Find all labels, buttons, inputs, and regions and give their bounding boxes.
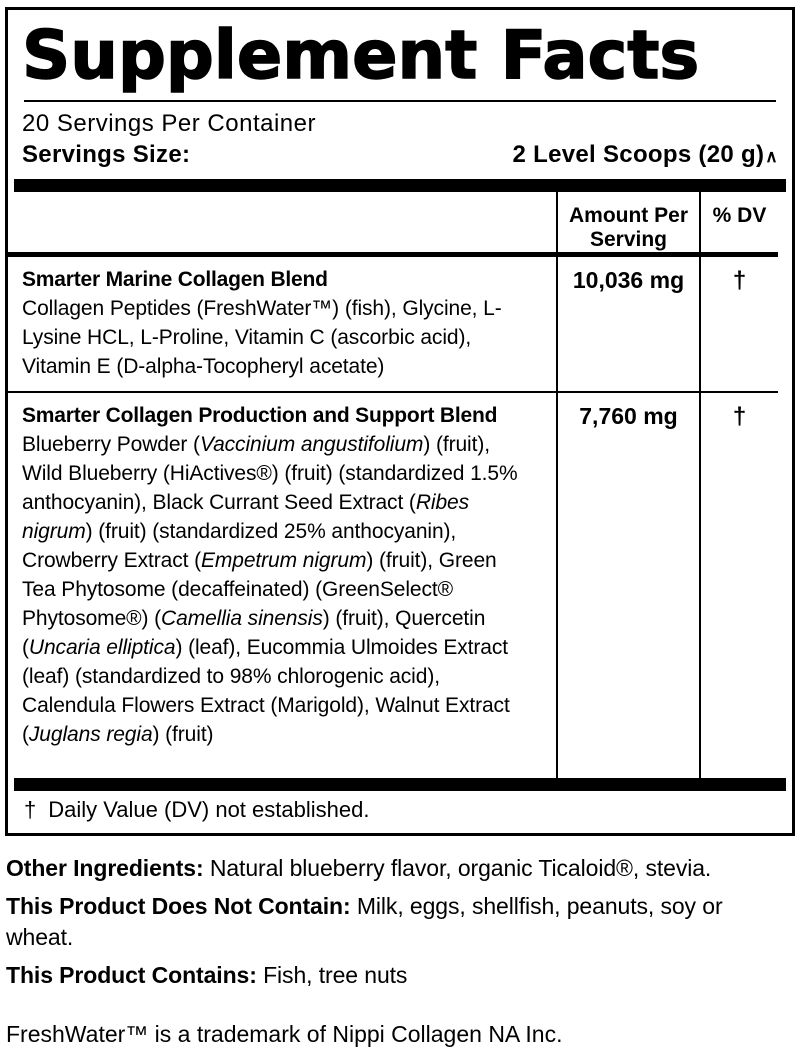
header-spacer-cell (8, 192, 556, 257)
trademark-note: FreshWater™ is a trademark of Nippi Collagen NA Inc. (6, 1021, 563, 1048)
serving-size-label: Servings Size: (22, 141, 191, 169)
table-row-support-blend-amount: 7,760 mg (556, 393, 699, 778)
table-row-marine-collagen-amount: 10,036 mg (556, 257, 699, 393)
ingredient-blend-name: Smarter Collagen Production and Support Blend (22, 404, 498, 428)
table-row-support-blend-name-cell (8, 393, 556, 778)
table-row-marine-collagen-name-cell (8, 257, 556, 393)
panel-title: Supplement Facts (22, 16, 700, 94)
does-not-contain-note: This Product Does Not Contain: Milk, eggs, shellfish, peanuts, soy or wheat. (6, 893, 723, 951)
dv-footnote: † Daily Value (DV) not established. (24, 797, 370, 823)
supplement-facts-panel (5, 7, 795, 836)
supplement-label-page (0, 7, 800, 1048)
table-row-marine-collagen-dv: † (699, 257, 778, 393)
other-ingredients-note: Other Ingredients: Natural blueberry flavor, organic Ticaloid®, stevia. (6, 855, 712, 882)
servings-per-container: 20 Servings Per Container (22, 110, 316, 138)
ingredient-blend-name: Smarter Marine Collagen Blend (22, 268, 328, 292)
facts-table (8, 192, 792, 778)
serving-size-row (22, 140, 778, 171)
ingredient-blend-description: Blueberry Powder (Vaccinium angustifolium) (fruit), Wild Blueberry (HiActives®) (fruit) (standardized 1.5% anthocyanin), Black Currant Seed Extract (Ribes nigrum) (fruit) (standardized 25% anthocyanin), Crowberry Extract (Empetrum nigrum) (fruit), Green Tea Phytosome (decaffeinated) (GreenSelect® Phytosome®) (Camellia sinensis) (fruit), Quercetin (Uncaria elliptica) (leaf), Eucommia Ulmoides Extract (leaf) (standardized to 98% chlorogenic acid), Calendula Flowers Extract (Marigold), Walnut Extract (Juglans regia) (fruit) (22, 433, 518, 747)
header-amount-per-serving: Amount Per Serving (556, 192, 699, 257)
header-percent-dv: % DV (699, 192, 778, 257)
separator-bar-bottom (14, 778, 786, 791)
title-rule (24, 100, 776, 102)
serving-size-value: 2 Level Scoops (20 g)∧ (512, 141, 778, 169)
contains-note: This Product Contains: Fish, tree nuts (6, 962, 408, 989)
ingredient-blend-description: Collagen Peptides (FreshWater™) (fish), Glycine, L-Lysine HCL, L-Proline, Vitamin C (ascorbic acid), Vitamin E (D-alpha-Tocopheryl acetate) (22, 297, 502, 379)
additional-notes (6, 853, 754, 991)
table-row-support-blend-dv: † (699, 393, 778, 778)
dagger-icon: † (24, 797, 37, 823)
caret-icon: ∧ (765, 147, 778, 167)
separator-bar-top (14, 179, 786, 192)
